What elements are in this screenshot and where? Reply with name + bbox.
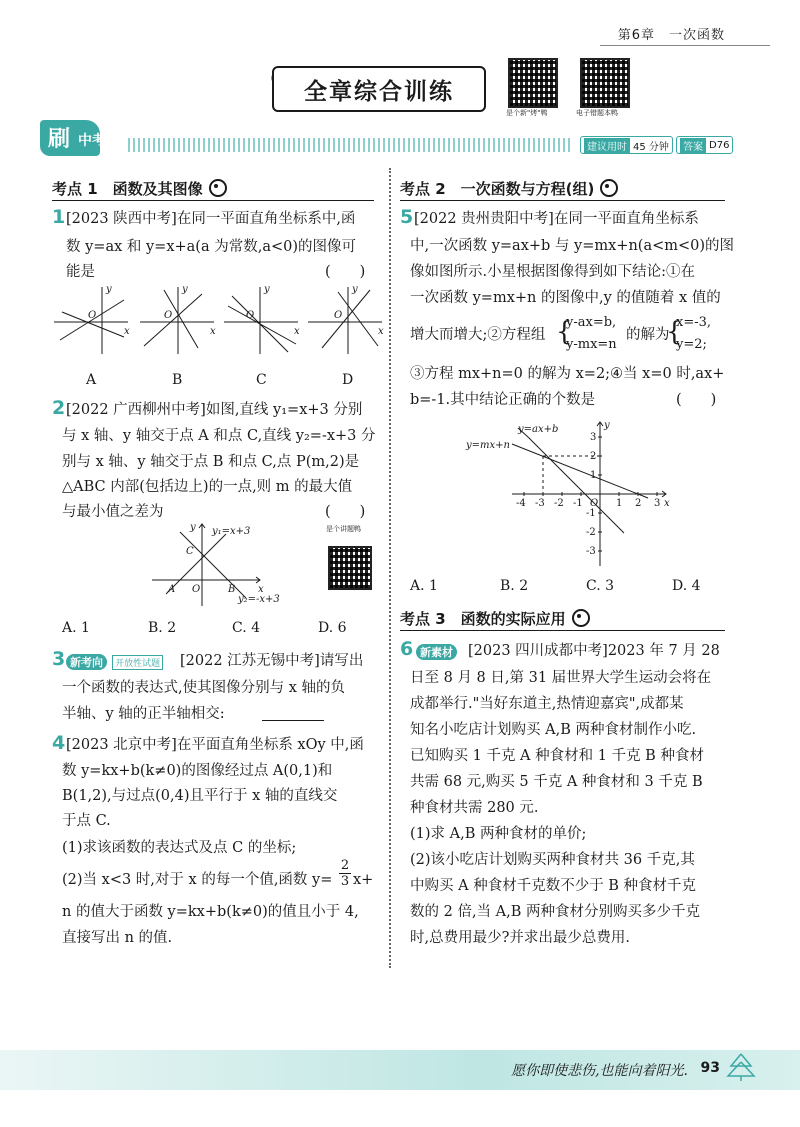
q5-ytick: 2 [590, 451, 597, 462]
q5-system-1 [566, 312, 617, 356]
svg-text:O: O [164, 310, 173, 321]
qr-caption-left: 是个新"烤"鸭 [506, 109, 548, 117]
q2-number: 2 [52, 397, 66, 419]
svg-text:O: O [246, 310, 255, 321]
svg-text:O: O [88, 310, 97, 321]
q5-ytick: -1 [586, 508, 596, 519]
q6-line-2: 日至 8 月 8 日,第 31 届世界大学生运动会将在 [410, 670, 712, 686]
q6-line-11: 数的 2 倍,当 A,B 两种食材分别购买多少千克 [410, 904, 701, 920]
q4-part2-a: (2)当 x<3 时,对于 x 的每一个值,函数 y= [62, 872, 333, 888]
q3-line-1: [2022 江苏无锡中考]请写出 [180, 653, 364, 669]
svg-text:y: y [182, 284, 188, 295]
q3-tags [66, 651, 163, 670]
answer-page: D76 [709, 139, 730, 151]
q3-tag-type: 开放性试题 [112, 655, 163, 670]
q5-system-2 [676, 312, 711, 356]
q2-option-c[interactable]: C. 4 [232, 620, 261, 636]
time-label: 建议用时 [584, 138, 630, 153]
section-title: 全章综合训练 [304, 78, 454, 105]
q2-option-d[interactable]: D. 6 [318, 620, 347, 636]
q4-number: 4 [52, 732, 66, 754]
q5-ytick: 3 [590, 432, 597, 443]
page-number: 93 [700, 1060, 720, 1076]
q6-line-9: (2)该小吃店计划购买两种食材共 36 千克,其 [410, 852, 695, 868]
q3-line-3: 半轴、y 轴的正半轴相交: [62, 706, 225, 722]
q5-graph-l2: y=mx+n [466, 440, 510, 451]
q5-xtick: -1 [573, 498, 583, 509]
q5-answer-blank[interactable]: ( ) [676, 392, 717, 408]
q2-line-4: △ABC 内部(包括边上)的一点,则 m 的最大值 [62, 479, 353, 495]
q4-part2-line-3: 直接写出 n 的值. [62, 930, 173, 946]
kd1-heading [52, 178, 227, 199]
kd2-title: 考点 2 一次函数与方程(组) [400, 180, 595, 198]
svg-text:O: O [334, 310, 343, 321]
q3-line-2: 一个函数的表达式,使其图像分别与 x 轴的负 [62, 680, 346, 696]
q2-line-3: 别与 x 轴、y 轴交于点 B 和点 C,点 P(m,2)是 [62, 454, 360, 470]
q6-line-4: 知名小吃店计划购买 A,B 两种食材制作小吃. [410, 722, 697, 738]
q5-line-5b: 的解为 [626, 327, 670, 343]
q5-sys1-eq2: y-mx=n [566, 337, 617, 352]
chapter-rule [600, 45, 770, 46]
q2-answer-blank[interactable]: ( ) [325, 504, 366, 520]
q4-fraction [339, 858, 351, 889]
q5-xtick: 3 [654, 498, 661, 509]
q3-number: 3 [52, 648, 66, 670]
q3-tag-new: 新考向 [66, 654, 107, 670]
q5-xtick: 1 [616, 498, 623, 509]
q2-graph-y: y [190, 522, 196, 533]
q2-graph-C: C [186, 546, 194, 557]
q2-graph-A: A [168, 584, 176, 595]
svg-text:y: y [264, 284, 270, 295]
qr-caption-right: 电子错题本鸭 [576, 109, 618, 117]
q6-line-12: 时,总费用最少?并求出最少总费用. [410, 930, 630, 946]
q5-graph-y: y [604, 420, 610, 431]
q5-line-6: ③方程 mx+n=0 的解为 x=2;④当 x=0 时,ax+ [410, 366, 725, 382]
time-pill [580, 136, 673, 154]
kd3-title: 考点 3 函数的实际应用 [400, 610, 566, 628]
svg-text:x: x [294, 326, 300, 337]
svg-text:x: x [378, 326, 384, 337]
q5-line-2: 中,一次函数 y=ax+b 与 y=mx+n(a<m<0)的图 [410, 238, 735, 254]
q4-frac-num: 2 [340, 858, 350, 873]
svg-text:y: y [352, 284, 358, 295]
q2-graph-y2: y₂=-x+3 [238, 594, 280, 605]
target-icon [572, 609, 590, 627]
svg-text:y: y [106, 284, 112, 295]
q5-number: 5 [400, 206, 414, 228]
q1-option-graphs [52, 282, 382, 357]
q5-line-7: b=-1.其中结论正确的个数是 [410, 392, 596, 408]
q6-line-8: (1)求 A,B 两种食材的单价; [410, 826, 587, 842]
q6-tag-new: 新素材 [416, 644, 457, 660]
kd2-heading [400, 178, 618, 199]
q5-graph-l1: y=ax+b [518, 424, 559, 435]
chapter-label: 第6章 一次函数 [617, 28, 725, 43]
kd2-rule [400, 200, 725, 201]
q5-option-d[interactable]: D. 4 [672, 578, 701, 594]
q6-line-5: 已知购买 1 千克 A 种食材和 1 千克 B 种食材 [410, 748, 704, 764]
target-icon [600, 179, 618, 197]
q5-line-5a: 增大而增大;②方程组 [410, 327, 546, 343]
q2-graph-O: O [192, 584, 201, 595]
q6-tag [416, 641, 457, 660]
q2-option-b[interactable]: B. 2 [148, 620, 177, 636]
q1-option-d[interactable]: D [342, 372, 354, 388]
kd3-rule [400, 630, 725, 631]
tree-icon [726, 1052, 756, 1082]
q4-part2-b: x+ [353, 872, 374, 888]
target-icon [209, 179, 227, 197]
q5-ytick: -2 [586, 527, 596, 538]
q4-line-4: 于点 C. [62, 813, 111, 829]
q5-ytick: 1 [590, 470, 597, 481]
q4-part1: (1)求该函数的表达式及点 C 的坐标; [62, 840, 297, 856]
q6-line-10: 中购买 A 种食材千克数不少于 B 种食材千克 [410, 878, 697, 894]
kd1-title: 考点 1 函数及其图像 [52, 180, 203, 198]
q5-xtick: -3 [535, 498, 545, 509]
q5-sys1-eq1: y-ax=b, [566, 315, 617, 330]
q4-line-1: [2023 北京中考]在平面直角坐标系 xOy 中,函 [66, 737, 364, 753]
q1-line-2: 数 y=ax 和 y=x+a(a 为常数,a<0)的图像可 [66, 239, 356, 255]
q4-line-3: B(1,2),与过点(0,4)且平行于 x 轴的直线交 [62, 788, 338, 804]
q1-number: 1 [52, 206, 66, 228]
banner-label: 中考 [78, 133, 106, 149]
answer-label: 答案 [680, 138, 706, 153]
section-title-box [272, 66, 486, 112]
qr-code-right[interactable] [580, 58, 630, 108]
q5-option-a[interactable]: A. 1 [410, 578, 438, 594]
q6-line-6: 共需 68 元,购买 5 千克 A 种食材和 3 千克 B [410, 774, 703, 790]
q5-option-c[interactable]: C. 3 [586, 578, 615, 594]
q5-graph-x: x [664, 498, 670, 509]
q2-option-a[interactable]: A. 1 [62, 620, 90, 636]
svg-text:x: x [210, 326, 216, 337]
q5-brace-1: { [556, 317, 573, 347]
q2-graph [150, 520, 290, 608]
q5-xtick: -4 [516, 498, 526, 509]
q2-graph-B: B [228, 584, 236, 595]
q1-line-1: [2023 陕西中考]在同一平面直角坐标系中,函 [66, 211, 356, 227]
q4-frac-den: 3 [340, 874, 350, 889]
q5-line-3: 像如图所示.小星根据图像得到如下结论:①在 [410, 264, 695, 280]
q6-number: 6 [400, 638, 414, 660]
q2-line-5: 与最小值之差为 [62, 504, 164, 520]
q1-option-c[interactable]: C [256, 372, 267, 388]
time-value: 45 分钟 [633, 141, 669, 153]
q2-qr-code[interactable] [328, 546, 372, 590]
q5-line-1: [2022 贵州贵阳中考]在同一平面直角坐标系 [414, 211, 699, 227]
q4-line-2: 数 y=kx+b(k≠0)的图像经过点 A(0,1)和 [62, 763, 333, 779]
q5-sys2-eq2: y=2; [676, 337, 707, 352]
q5-xtick: 2 [635, 498, 642, 509]
q1-option-b[interactable]: B [172, 372, 183, 388]
footer-motto: 愿你即使悲伤,也能向着阳光. [511, 1063, 688, 1079]
banner-stripes [128, 138, 570, 152]
answer-pill[interactable] [676, 136, 733, 154]
kd1-rule [52, 200, 374, 201]
q2-qr-caption: 是个讲题鸭 [326, 525, 361, 533]
q5-graph [462, 418, 682, 568]
q6-line-7: 种食材共需 280 元. [410, 800, 539, 816]
svg-text:x: x [124, 326, 130, 337]
q5-line-4: 一次函数 y=mx+n 的图像中,y 的值随着 x 值的 [410, 290, 721, 306]
kd3-heading [400, 608, 590, 629]
q1-line-3: 能是 [66, 264, 95, 280]
q5-option-b[interactable]: B. 2 [500, 578, 529, 594]
q6-line-3: 成都举行."当好东道主,热情迎嘉宾",成都某 [410, 696, 684, 712]
q6-line-1: [2023 四川成都中考]2023 年 7 月 28 [468, 643, 720, 659]
q3-answer-blank[interactable] [262, 720, 324, 721]
q2-graph-y1: y₁=x+3 [212, 526, 251, 537]
q1-answer-blank[interactable]: ( ) [325, 264, 366, 280]
q2-graph-x: x [258, 584, 264, 595]
q5-xtick: -2 [554, 498, 564, 509]
banner-brush-char: 刷 [48, 127, 71, 152]
q2-line-2: 与 x 轴、y 轴交于点 A 和点 C,直线 y₂=-x+3 分 [62, 428, 376, 444]
q2-line-1: [2022 广西柳州中考]如图,直线 y₁=x+3 分别 [66, 402, 363, 418]
q1-option-a[interactable]: A [86, 372, 97, 388]
qr-code-left[interactable] [508, 58, 558, 108]
q5-ytick: -3 [586, 546, 596, 557]
column-divider [389, 168, 391, 968]
q5-brace-2: { [666, 317, 683, 347]
q4-part2-line-2: n 的值大于函数 y=kx+b(k≠0)的值且小于 4, [62, 904, 359, 920]
q5-sys2-eq1: x=-3, [676, 315, 712, 330]
q5-graph-O: O [590, 498, 599, 509]
